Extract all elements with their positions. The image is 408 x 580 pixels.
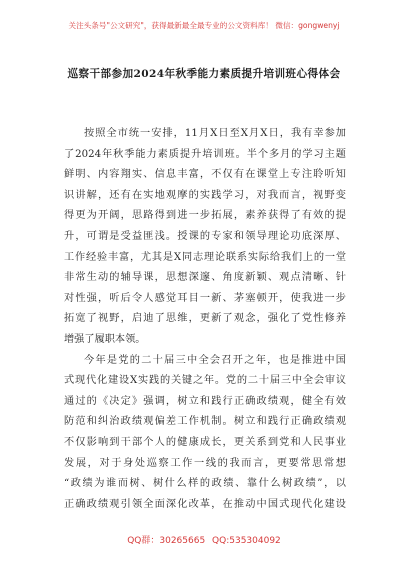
text-line: 不仅影响到干部个人的健康成长，更关系到党和人民事业 (64, 436, 346, 448)
text-line: 拓宽了视野，启迪了思维，更新了观念，强化了党性修养 (64, 313, 346, 325)
document-body (64, 124, 346, 515)
document-title: 巡察干部参加2024年秋季能力素质提升培训班心得体会 (67, 68, 341, 80)
text-line: 非常生动的辅导课，思想深邃、角度新颖、观点清晰、针 (64, 272, 346, 284)
text-line: 识讲解，还有在实地观摩的实践学习，对我而言，视野变 (64, 189, 346, 201)
text-line: 今年是党的二十届三中全会召开之年，也是推进中国 (84, 354, 346, 366)
text-line: 发展，对于身处巡察工作一线的我而言，更要常思常想 (64, 457, 346, 469)
footer-contact: QQ群：30265665 QQ:535304092 (127, 536, 281, 546)
text-line: 防范和纠治政绩观偏差工作机制。树立和践行正确政绩观 (64, 416, 346, 428)
paragraph-2 (64, 351, 346, 516)
paragraph-1 (64, 124, 346, 351)
text-line: 工作经验丰富，尤其是X同志理论联系实际给我们上的一堂 (64, 251, 346, 263)
text-line: 得更为开阔，思路得到进一步拓展，素养获得了有效的提 (64, 210, 346, 222)
header-banner: 关注头条号"公文研究"，获得最新最全最专业的公文资料库！ 微信：gongwenyj (68, 21, 340, 30)
text-line: 通过的《决定》强调，树立和践行正确政绩观，健全有效 (64, 395, 346, 407)
text-line: 对性强，听后令人感觉耳目一新、茅塞顿开，使我进一步 (64, 292, 346, 304)
text-line: 式现代化建设X实践的关键之年。党的二十届三中全会审议 (64, 375, 346, 387)
text-line: 按照全市统一安排，11月X日至X月X日，我有幸参加 (84, 128, 346, 139)
text-line: “政绩为谁而树、树什么样的政绩、靠什么树政绩”，以 (64, 478, 346, 490)
text-line: 增强了履职本领。 (64, 333, 146, 345)
text-line: 了2024年秋季能力素质提升培训班。半个多月的学习主题 (64, 148, 346, 160)
text-line: 正确政绩观引领全面深化改革，在推动中国式现代化建设 (64, 498, 346, 510)
text-line: 升，可谓是受益匪浅。授课的专家和领导理论功底深厚、 (64, 230, 346, 242)
text-line: 鲜明、内容翔实、信息丰富，不仅有在课堂上专注聆听知 (64, 169, 346, 181)
